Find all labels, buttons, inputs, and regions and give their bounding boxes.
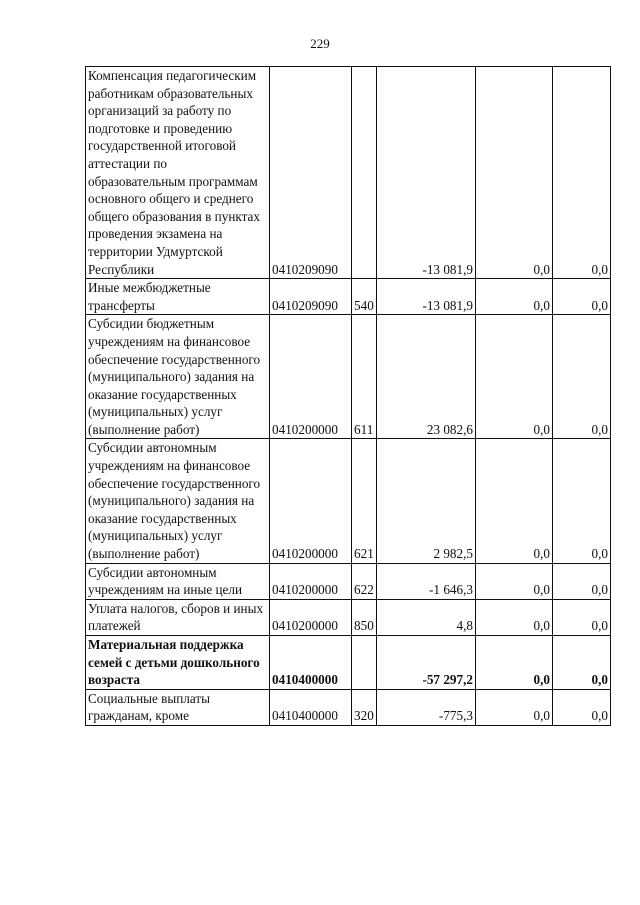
row-value-3: 0,0 [553, 315, 611, 439]
row-value-1: -1 646,3 [377, 563, 476, 599]
table-row [86, 67, 611, 279]
row-value-3: 0,0 [553, 689, 611, 725]
row-value-3: 0,0 [553, 439, 611, 563]
row-code: 0410400000 [270, 636, 352, 690]
table-row [86, 599, 611, 635]
row-value-2: 0,0 [476, 315, 553, 439]
row-name: Уплата налогов, сборов и иных платежей [86, 599, 270, 635]
row-expense-type: 611 [352, 315, 377, 439]
row-code: 0410200000 [270, 599, 352, 635]
row-code: 0410200000 [270, 315, 352, 439]
row-value-2: 0,0 [476, 599, 553, 635]
page-number: 229 [310, 36, 330, 51]
row-value-2: 0,0 [476, 563, 553, 599]
row-expense-type [352, 67, 377, 279]
table-row [86, 439, 611, 563]
row-value-3: 0,0 [553, 563, 611, 599]
row-expense-type: 850 [352, 599, 377, 635]
row-name: Субсидии автономным учреждениям на финансовое обеспечение государственного (муниципального) задания на оказание государственных (муниципальных) услуг (выполнение работ) [86, 439, 270, 563]
table-row [86, 689, 611, 725]
row-code: 0410200000 [270, 563, 352, 599]
row-name: Материальная поддержка семей с детьми дошкольного возраста [86, 636, 270, 690]
row-value-2: 0,0 [476, 439, 553, 563]
table-row [86, 315, 611, 439]
row-value-1: -13 081,9 [377, 279, 476, 315]
row-value-2: 0,0 [476, 636, 553, 690]
row-code: 0410200000 [270, 439, 352, 563]
table-row [86, 563, 611, 599]
row-expense-type: 621 [352, 439, 377, 563]
row-name: Компенсация педагогическим работникам образовательных организаций за работу по подготовке и проведению государственной итоговой аттестации по образовательным программам основного общего и среднего общего образования в пунктах проведения экзамена на территории Удмуртской Республики [86, 67, 270, 279]
row-value-2: 0,0 [476, 67, 553, 279]
row-value-1: 23 082,6 [377, 315, 476, 439]
table-row [86, 279, 611, 315]
row-name: Социальные выплаты гражданам, кроме [86, 689, 270, 725]
table-row-section-total [86, 636, 611, 690]
row-expense-type: 320 [352, 689, 377, 725]
row-value-1: -775,3 [377, 689, 476, 725]
row-expense-type: 622 [352, 563, 377, 599]
row-expense-type: 540 [352, 279, 377, 315]
row-value-1: 2 982,5 [377, 439, 476, 563]
row-code: 0410209090 [270, 279, 352, 315]
row-value-1: 4,8 [377, 599, 476, 635]
row-expense-type [352, 636, 377, 690]
row-code: 0410209090 [270, 67, 352, 279]
row-code: 0410400000 [270, 689, 352, 725]
row-value-2: 0,0 [476, 689, 553, 725]
row-value-3: 0,0 [553, 279, 611, 315]
row-value-1: -13 081,9 [377, 67, 476, 279]
row-value-1: -57 297,2 [377, 636, 476, 690]
row-value-3: 0,0 [553, 67, 611, 279]
row-value-3: 0,0 [553, 636, 611, 690]
row-name: Иные межбюджетные трансферты [86, 279, 270, 315]
row-name: Субсидии автономным учреждениям на иные цели [86, 563, 270, 599]
row-value-3: 0,0 [553, 599, 611, 635]
budget-table [85, 66, 611, 726]
row-value-2: 0,0 [476, 279, 553, 315]
row-name: Субсидии бюджетным учреждениям на финансовое обеспечение государственного (муниципального) задания на оказание государственных (муниципальных) услуг (выполнение работ) [86, 315, 270, 439]
